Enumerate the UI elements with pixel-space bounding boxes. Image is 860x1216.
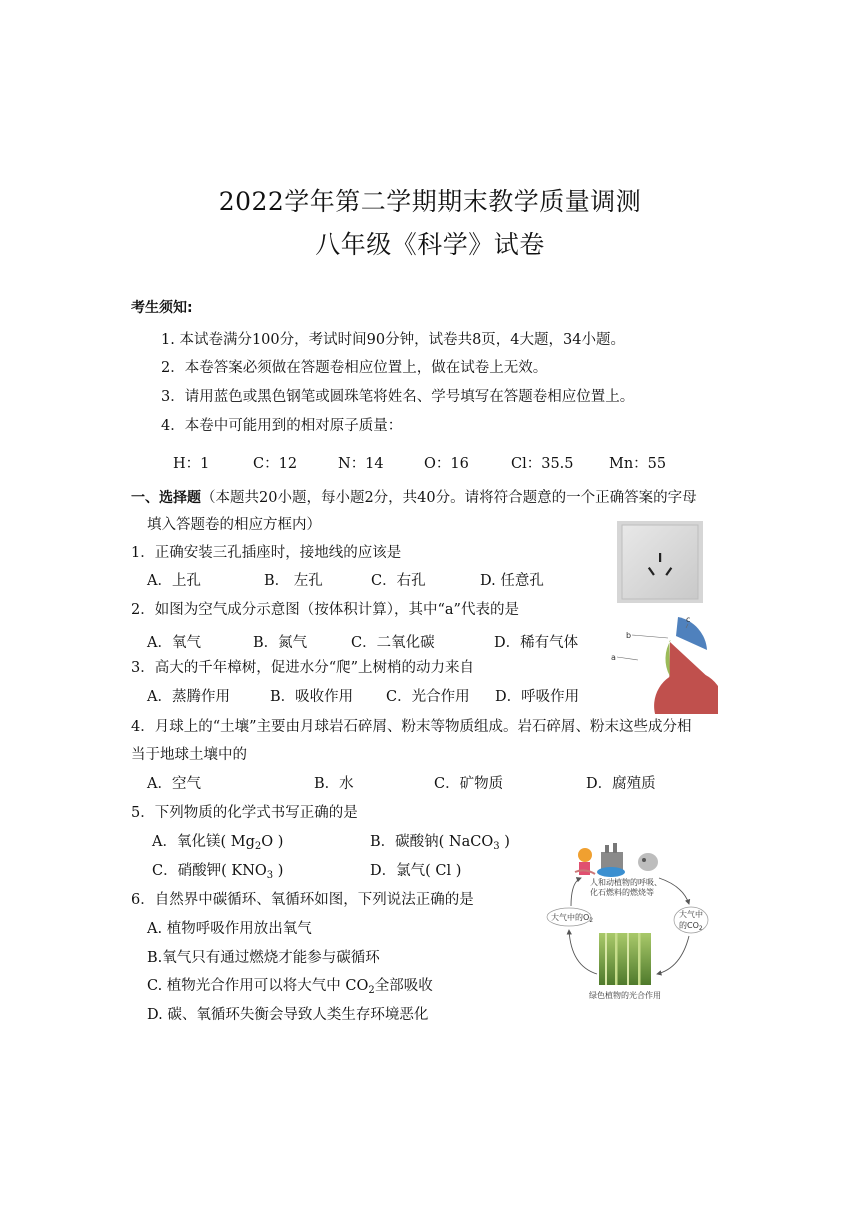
question-4-stem: 4．月球上的“土壤”主要由月球岩石碎屑、粉末等物质组成。岩石碎屑、粉末这些成分相 bbox=[131, 719, 692, 735]
section-heading: 一、选择题 bbox=[131, 490, 201, 506]
cycle-label-oxygen: 大气中的$O_2$ bbox=[551, 913, 594, 924]
cycle-label-photosynthesis: 绿色植物的光合作用 bbox=[589, 991, 661, 1000]
q2-option-c: C．二氧化碳 bbox=[351, 635, 435, 651]
section-heading-line bbox=[131, 486, 697, 507]
q4-option-b: B．水 bbox=[314, 776, 354, 792]
q3-option-d: D．呼吸作用 bbox=[495, 689, 580, 705]
notice-item-4: 4．本卷中可能用到的相对原子质量： bbox=[161, 418, 403, 434]
question-6-stem: 6．自然界中碳循环、氧循环如图，下列说法正确的是 bbox=[131, 892, 474, 908]
q5-option-b: B．碳酸钠( NaCO$_3$ ) bbox=[370, 834, 510, 852]
pie-label-b: b bbox=[626, 631, 632, 640]
q3-option-c: C．光合作用 bbox=[386, 689, 470, 705]
q6-option-d: D. 碳、氧循环失衡会导致人类生存环境恶化 bbox=[147, 1007, 429, 1023]
question-1-stem: 1．正确安装三孔插座时，接地线的应该是 bbox=[131, 545, 402, 561]
q4-option-d: D．腐殖质 bbox=[586, 776, 656, 792]
q2-option-b: B．氮气 bbox=[253, 635, 308, 651]
carbon-oxygen-cycle-figure bbox=[541, 842, 719, 1004]
q4-option-a: A．空气 bbox=[147, 776, 201, 792]
question-2-stem: 2．如图为空气成分示意图（按体积计算），其中“a”代表的是 bbox=[131, 602, 519, 618]
cycle-label-top-cont: 化石燃料的燃烧等 bbox=[590, 888, 654, 897]
section-description-cont: 填入答题卷的相应方框内） bbox=[147, 517, 321, 533]
atomic-mass-h: H：1 bbox=[173, 456, 210, 472]
q1-option-c: C．右孔 bbox=[371, 573, 426, 589]
atomic-mass-c: C：12 bbox=[253, 456, 298, 472]
atomic-mass-mn: Mn：55 bbox=[609, 456, 667, 472]
socket-top-hole bbox=[659, 553, 661, 562]
q2-option-d: D．稀有气体 bbox=[494, 635, 579, 651]
q1-option-a: A．上孔 bbox=[147, 573, 201, 589]
q6-option-b: B.氧气只有通过燃烧才能参与碳循环 bbox=[147, 950, 380, 966]
question-4-stem-cont: 当于地球土壤中的 bbox=[131, 747, 247, 763]
q4-option-c: C．矿物质 bbox=[434, 776, 504, 792]
notice-item-3: 3．请用蓝色或黑色钢笔或圆珠笔将姓名、学号填写在答题卷相应位置上。 bbox=[161, 389, 635, 405]
cycle-label-co2-cont: 的$CO_2$ bbox=[679, 921, 703, 932]
q3-option-b: B．吸收作用 bbox=[270, 689, 354, 705]
atomic-mass-n: N：14 bbox=[338, 456, 384, 472]
q3-option-a: A．蒸腾作用 bbox=[147, 689, 230, 705]
pie-slice-c bbox=[676, 617, 707, 650]
exam-subtitle: 八年级《科学》试卷 bbox=[315, 230, 545, 259]
section-description: （本题共20小题，每小题2分，共40分。请将符合题意的一个正确答案的字母 bbox=[201, 490, 697, 506]
q2-option-a: A．氧气 bbox=[147, 635, 201, 651]
cycle-label-co2: 大气中 bbox=[679, 910, 703, 919]
green-plant-photo bbox=[599, 933, 651, 985]
atomic-mass-cl: Cl：35.5 bbox=[511, 456, 574, 472]
question-5-stem: 5．下列物质的化学式书写正确的是 bbox=[131, 805, 358, 821]
q1-option-d: D. 任意孔 bbox=[480, 573, 544, 589]
notice-heading: 考生须知: bbox=[131, 300, 193, 316]
respiration-combustion-illustration bbox=[575, 843, 658, 877]
q6-option-a: A. 植物呼吸作用放出氧气 bbox=[147, 921, 312, 937]
q5-option-a: A．氧化镁( $Mg_2O$ ) bbox=[152, 834, 284, 852]
notice-item-2: 2．本卷答案必须做在答题卷相应位置上，做在试卷上无效。 bbox=[161, 360, 548, 376]
notice-item-1: 1. 本试卷满分100分，考试时间90分钟，试卷共8页，4大题，34小题。 bbox=[161, 332, 625, 348]
pie-slice-a bbox=[654, 642, 718, 714]
q5-option-d: D．氯气( Cl ) bbox=[370, 863, 462, 879]
exam-title: 2022学年第二学期期末教学质量调测 bbox=[218, 187, 642, 216]
q5-option-c: C．硝酸钾( $KNO_3$ ) bbox=[152, 863, 284, 881]
three-hole-socket-figure bbox=[617, 521, 703, 603]
q1-option-b: B． 左孔 bbox=[264, 573, 323, 589]
pie-label-c: c bbox=[686, 615, 691, 624]
atomic-mass-o: O：16 bbox=[424, 456, 469, 472]
question-3-stem: 3．高大的千年樟树，促进水分“爬”上树梢的动力来自 bbox=[131, 660, 475, 676]
cycle-label-top: 人和动植物的呼吸、 bbox=[590, 878, 662, 887]
q6-option-c: C. 植物光合作用可以将大气中 $CO_2$全部吸收 bbox=[147, 978, 433, 996]
air-composition-pie-figure bbox=[608, 612, 718, 714]
pie-label-a: a bbox=[611, 653, 616, 662]
